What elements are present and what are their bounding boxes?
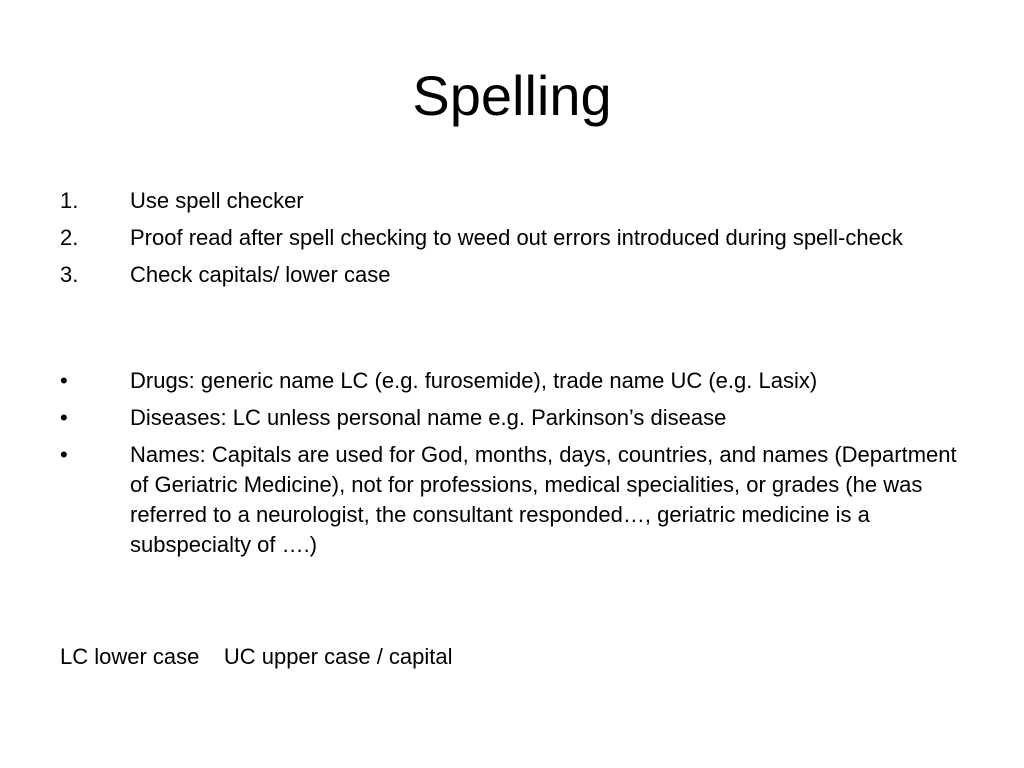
list-item xyxy=(60,440,970,560)
list-marker: 2. xyxy=(60,225,79,250)
list-marker: 3. xyxy=(60,262,79,287)
list-item-text: Check capitals/ lower case xyxy=(130,262,391,287)
list-item xyxy=(60,260,970,290)
list-item xyxy=(60,403,970,433)
numbered-list xyxy=(60,186,970,297)
bullet-marker: • xyxy=(60,442,68,467)
list-item-text: Use spell checker xyxy=(130,188,304,213)
abbreviation-key: LC lower case UC upper case / capital xyxy=(60,644,453,669)
bullet-marker: • xyxy=(60,405,68,430)
list-item-text: Proof read after spell checking to weed out errors introduced during spell-check xyxy=(130,225,903,250)
list-item xyxy=(60,186,970,216)
bullet-list xyxy=(60,366,970,567)
list-item-text: Diseases: LC unless personal name e.g. Parkinson’s disease xyxy=(130,405,727,430)
list-item xyxy=(60,366,970,396)
list-item-text: Drugs: generic name LC (e.g. furosemide), trade name UC (e.g. Lasix) xyxy=(130,368,818,393)
list-marker: 1. xyxy=(60,188,79,213)
list-item xyxy=(60,223,970,253)
bullet-marker: • xyxy=(60,368,68,393)
list-item-text: Names: Capitals are used for God, months, days, countries, and names (Department of Geriatric Medicine), not for professions, medical specialities, or grades (he was referred to a neurologist, the consultant responded…, geriatric medicine is a subspecialty of ….) xyxy=(130,442,957,557)
slide-title: Spelling xyxy=(412,64,612,127)
